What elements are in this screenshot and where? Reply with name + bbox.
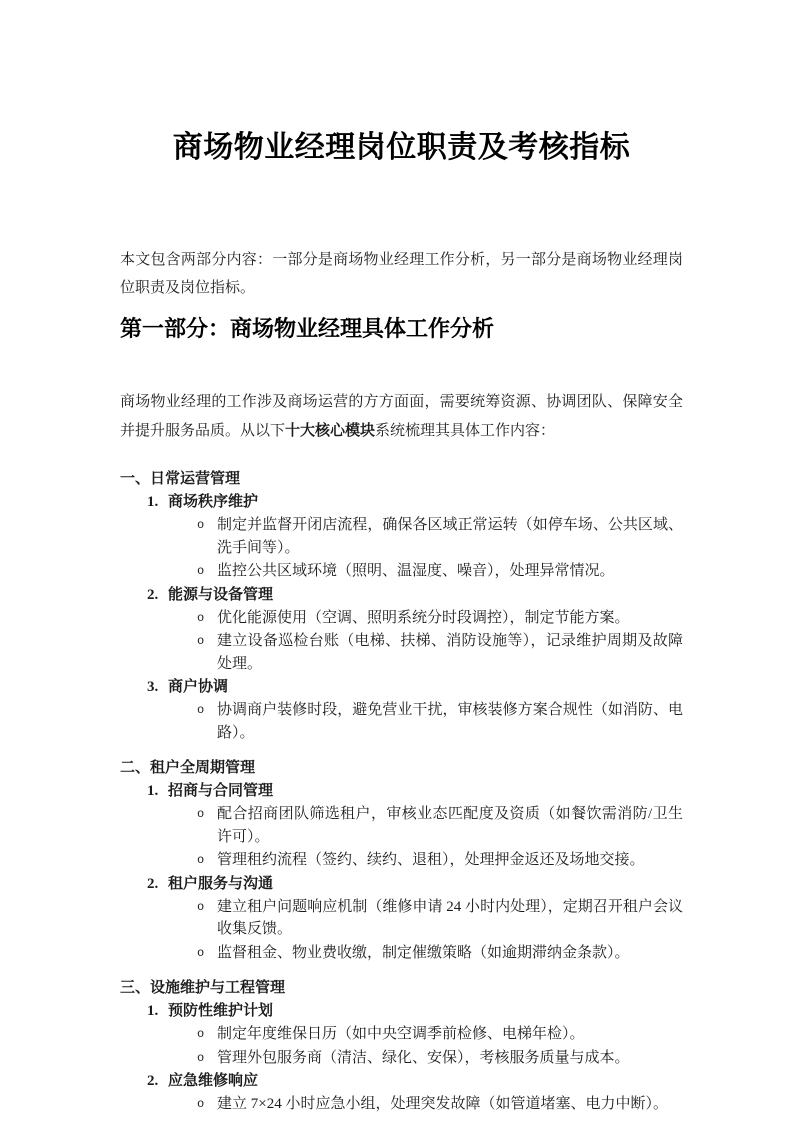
item-number: 1. [147, 783, 159, 799]
item-title: 租户服务与沟通 [168, 875, 274, 892]
item-number: 3. [147, 679, 159, 695]
bullet-item [197, 514, 683, 559]
part1-heading: 第一部分：商场物业经理具体工作分析 [120, 316, 495, 341]
bullet-item [197, 560, 683, 583]
bullet-item [197, 849, 683, 872]
list-item [120, 1000, 683, 1069]
bullet-marker-icon: o [197, 518, 205, 532]
item-title: 应急维修响应 [168, 1073, 259, 1089]
bullet-marker-icon: o [197, 807, 205, 821]
intro-paragraph: 本文包含两部分内容：一部分是商场物业经理工作分析，另一部分是商场物业经理岗位职责及岗位指标。 [120, 252, 683, 296]
item-title: 预防性维护计划 [168, 1003, 274, 1019]
bullet-marker-icon: o [197, 1097, 205, 1111]
bullet-item [197, 942, 683, 965]
bullet-text: 管理租约流程（签约、续约、退租），处理押金返还及场地交接。 [217, 852, 645, 868]
item-header [147, 676, 683, 698]
item-title: 商场秩序维护 [168, 494, 259, 510]
list-item [120, 780, 683, 872]
bullet-marker-icon: o [197, 564, 205, 578]
section-heading: 一、日常运营管理 [120, 471, 241, 487]
item-header [147, 780, 683, 802]
bullet-marker-icon: o [197, 634, 205, 648]
lead-text-post: 系统梳理其具体工作内容： [375, 423, 556, 439]
lead-paragraph [120, 388, 683, 446]
bullet-marker-icon: o [197, 1027, 205, 1041]
bullet-text: 建立租户问题响应机制（维修申请 24 小时内处理），定期召开租户会议收集反馈。 [217, 898, 683, 937]
item-number: 2. [147, 1073, 159, 1089]
lead-text-pre: 商场物业经理的工作涉及商场运营的方方面面，需要统筹资源、协调团队、保障安全并提升服务品质。从以下 [120, 394, 683, 439]
bullet-item [197, 699, 683, 744]
bullet-text: 监控公共区域环境（照明、温湿度、噪音），处理异常情况。 [217, 563, 615, 579]
bullet-text: 制定年度维保日历（如中央空调季前检修、电梯年检）。 [217, 1026, 585, 1042]
item-number: 1. [147, 1003, 159, 1019]
bullet-item [197, 607, 683, 630]
bullet-item [197, 1023, 683, 1046]
bullet-item [197, 630, 683, 675]
section-heading: 三、设施维护与工程管理 [120, 980, 286, 996]
item-title: 能源与设备管理 [168, 586, 274, 603]
bullet-marker-icon: o [197, 853, 205, 867]
list-item [120, 584, 683, 676]
lead-text-bold: 十大核心模块 [285, 423, 376, 439]
item-title: 商户协调 [168, 679, 229, 695]
bullet-marker-icon: o [197, 703, 205, 717]
bullet-text: 建立 7×24 小时应急小组，处理突发故障（如管道堵塞、电力中断）。 [217, 1096, 668, 1112]
item-header [147, 584, 683, 606]
section [120, 468, 683, 744]
bullet-text: 监督租金、物业费收缴，制定催缴策略（如逾期滞纳金条款）。 [217, 944, 630, 961]
item-number: 2. [147, 875, 159, 892]
bullet-text: 配合招商团队筛选租户，审核业态匹配度及资质（如餐饮需消防/卫生许可）。 [217, 806, 683, 845]
sections-container [120, 468, 683, 1116]
list-item [120, 873, 683, 965]
item-title: 招商与合同管理 [168, 783, 274, 799]
bullet-marker-icon: o [197, 945, 205, 960]
item-header [147, 1000, 683, 1022]
item-header [147, 1070, 683, 1092]
bullet-item [197, 1093, 683, 1116]
list-item [120, 491, 683, 583]
item-header [147, 873, 683, 895]
item-number: 2. [147, 586, 159, 603]
bullet-text: 建立设备巡检台账（电梯、扶梯、消防设施等），记录维护周期及故障处理。 [217, 633, 683, 672]
section-heading: 二、租户全周期管理 [120, 760, 256, 776]
bullet-item [197, 896, 683, 941]
bullet-marker-icon: o [197, 610, 205, 625]
section [120, 977, 683, 1116]
bullet-item [197, 1047, 683, 1070]
item-header [147, 491, 683, 513]
bullet-text: 优化能源使用（空调、照明系统分时段调控），制定节能方案。 [217, 609, 630, 626]
document-title: 商场物业经理岗位职责及考核指标 [172, 131, 631, 164]
bullet-text: 协调商户装修时段，避免营业干扰，审核装修方案合规性（如消防、电路）。 [217, 702, 683, 741]
list-item [120, 676, 683, 744]
list-item [120, 1070, 683, 1116]
bullet-text: 管理外包服务商（清洁、绿化、安保），考核服务质量与成本。 [217, 1049, 630, 1066]
bullet-item [197, 803, 683, 848]
bullet-marker-icon: o [197, 899, 205, 914]
bullet-text: 制定并监督开闭店流程，确保各区域正常运转（如停车场、公共区域、洗手间等）。 [217, 517, 683, 556]
section [120, 757, 683, 964]
bullet-marker-icon: o [197, 1050, 205, 1065]
item-number: 1. [147, 494, 159, 510]
